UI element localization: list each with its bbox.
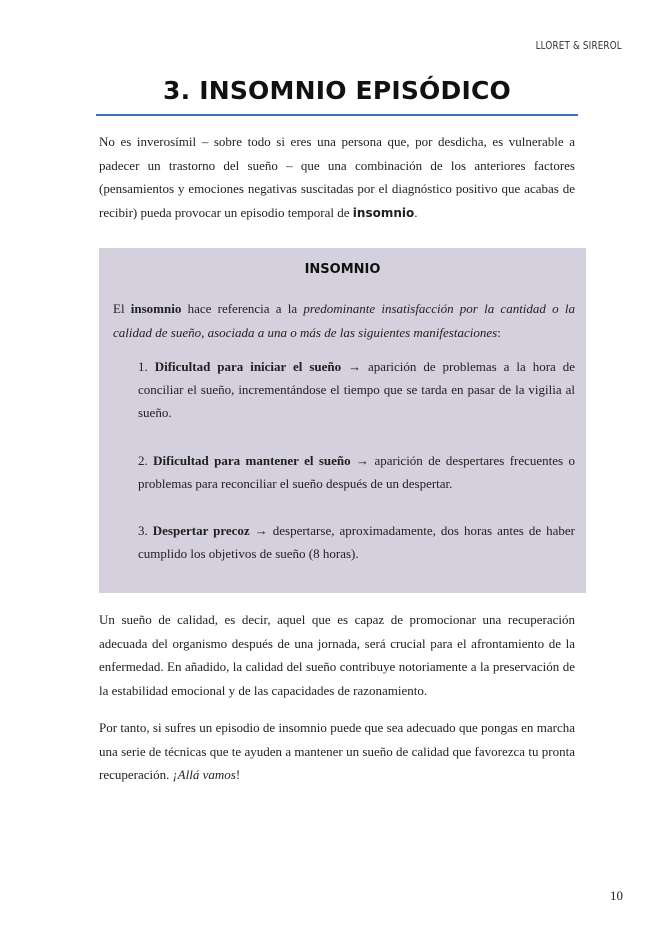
intro-text: No es inverosímil – sobre todo si eres una persona que, por desdicha, es vulnerable a padecer un trastorno del sueño – que una combinación de los anteriores factores (pensamientos y emociones negativas suscitadas por el diagnóstico positivo que acabas de recibir) pueda provocar un episodio temporal de bbox=[99, 134, 575, 220]
page-title: 3. INSOMNIO EPISÓDICO bbox=[163, 76, 511, 105]
header-author: LLORET & SIREROL bbox=[535, 39, 622, 52]
closing-text: Por tanto, si sufres un episodio de insomnio puede que sea adecuado que pongas en marcha una serie de técnicas que te ayuden a mantener un sueño de calidad que favorezca tu pronta recuperación. bbox=[99, 720, 575, 782]
list-item-term: Despertar precoz bbox=[152, 523, 250, 538]
intro-end: . bbox=[414, 204, 418, 220]
closing-end: ! bbox=[235, 767, 241, 782]
title-underline bbox=[96, 114, 578, 116]
list-item-number: 2. bbox=[138, 453, 154, 468]
list-item-desc: → aparición de problemas a la hora de conciliar el sueño, incrementándose el tiempo que se tarda en pasar de la vigilia al sueño. bbox=[138, 359, 576, 420]
intro-paragraph bbox=[99, 130, 575, 225]
definition-intro-end: : bbox=[497, 324, 501, 340]
list-item bbox=[138, 519, 575, 565]
closing-paragraph bbox=[99, 716, 575, 787]
definition-intro-prefix: El bbox=[113, 301, 131, 316]
list-item-term: Dificultad para mantener el sueño bbox=[153, 453, 351, 468]
list-item-number: 1. bbox=[138, 359, 155, 374]
definition-intro-italic: predominante insatisfacción por la cantidad o la calidad de sueño, asociada a una o más de las siguientes manifestaciones bbox=[113, 301, 575, 340]
definition-intro bbox=[113, 297, 575, 344]
intro-bold-term: insomnio bbox=[352, 205, 415, 220]
page-number: 10 bbox=[610, 888, 623, 903]
list-item-desc: → despertarse, aproximadamente, dos horas antes de haber cumplido los objetivos de sueño (8 horas). bbox=[138, 523, 575, 561]
list-item-term: Dificultad para iniciar el sueño bbox=[154, 359, 342, 374]
definition-intro-middle: hace referencia a la bbox=[181, 301, 304, 316]
definition-box bbox=[99, 248, 586, 593]
list-item-desc: → aparición de despertares frecuentes o problemas para reconciliar el sueño después de un despertar. bbox=[138, 453, 576, 491]
closing-italic: ¡Allá vamos bbox=[172, 767, 236, 782]
list-item-number: 3. bbox=[138, 523, 153, 538]
body-paragraph: Un sueño de calidad, es decir, aquel que es capaz de promocionar una recuperación adecuada del organismo después de una jornada, será crucial para el afrontamiento de la enfermedad. En añadido, la calidad del sueño contribuye notoriamente a la preservación de la estabilidad emocional y de las capacidades de razonamiento. bbox=[99, 612, 575, 698]
definition-box-title: INSOMNIO bbox=[304, 262, 381, 277]
list-item bbox=[138, 449, 575, 495]
list-item bbox=[138, 355, 575, 424]
definition-intro-term: insomnio bbox=[130, 301, 182, 316]
